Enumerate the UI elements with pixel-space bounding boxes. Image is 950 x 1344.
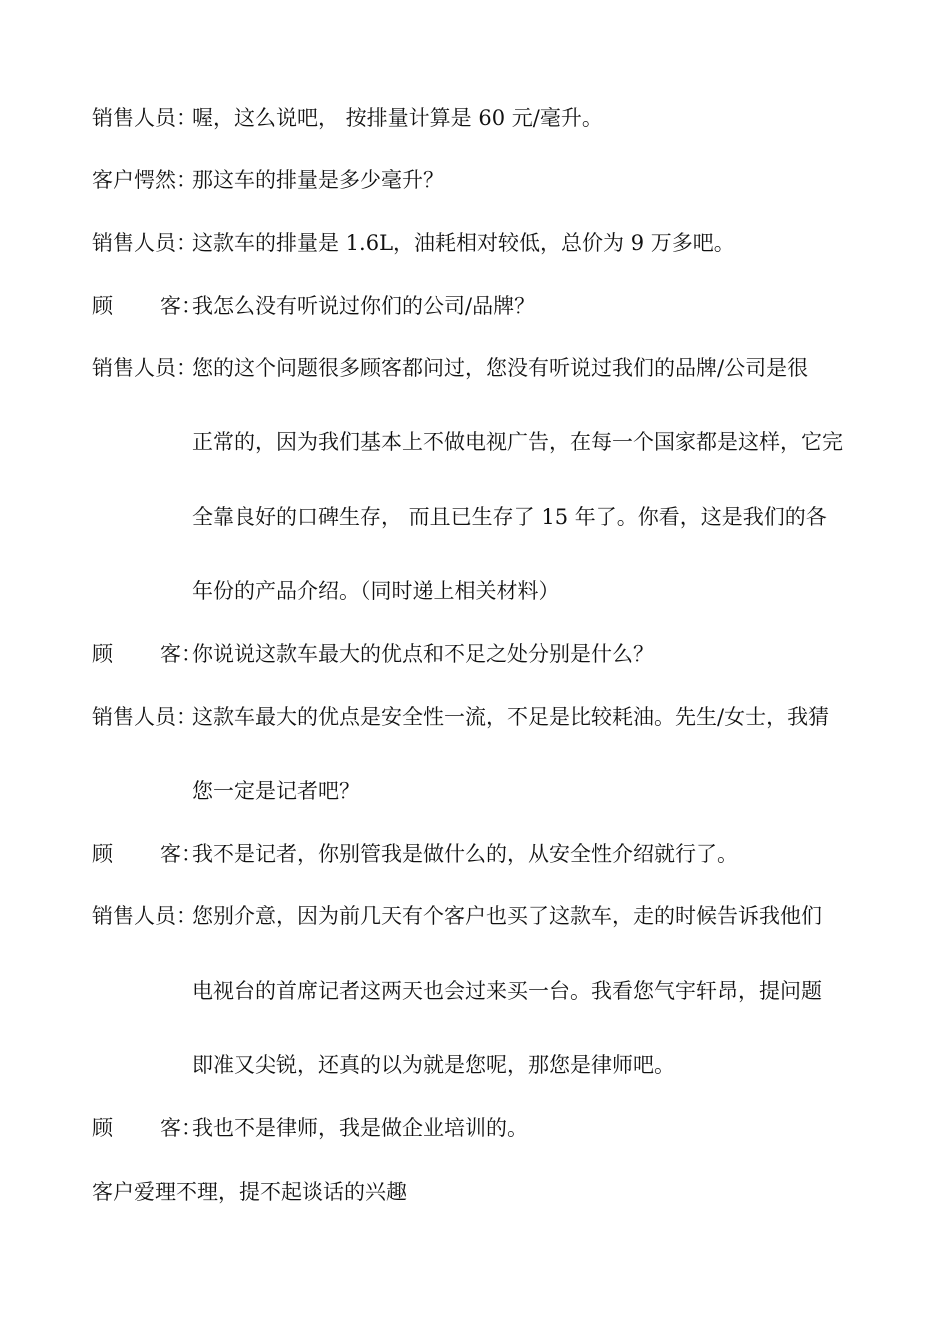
dialogue-text: 我怎么没有听说过你们的公司/品牌？ [192,294,536,318]
speaker-label: 销售人员： [92,705,197,729]
dialogue-line [92,166,444,194]
dialogue-continuation: 正常的，因为我们基本上不做电视广告，在每一个国家都是这样，它完 [192,430,843,454]
speaker-label: 销售人员： [92,106,197,130]
dialogue-line [92,292,535,320]
dialogue-text: 这款车最大的优点是安全性一流，不足是比较耗油。先生/女士，我猜 [192,705,830,729]
dialogue-line [92,703,829,731]
dialogue-continuation: 电视台的首席记者这两天也会过来买一台。我看您气宇轩昂，提问题 [192,979,822,1003]
dialogue-line [92,902,822,930]
dialogue-continuation: 即准又尖锐，还真的以为就是您呢，那您是律师吧。 [192,1053,675,1077]
speaker-label: 顾 客： [92,1116,202,1140]
dialogue-line [92,354,808,382]
speaker-label: 客户愕然： [92,168,197,192]
dialogue-text: 我不是记者，你别管我是做什么的，从安全性介绍就行了。 [192,842,738,866]
dialogue-text: 这款车的排量是 1.6L，油耗相对较低，总价为 9 万多吧。 [192,231,735,255]
dialogue-text: 喔，这么说吧， 按排量计算是 60 元/毫升。 [192,106,603,130]
speaker-label: 顾 客： [92,294,202,318]
speaker-label: 销售人员： [92,904,197,928]
speaker-label: 顾 客： [92,842,202,866]
speaker-label: 销售人员： [92,231,197,255]
speaker-label: 销售人员： [92,356,197,380]
dialogue-text: 那这车的排量是多少毫升？ [192,168,444,192]
speaker-label: 顾 客： [92,642,202,666]
dialogue-text: 你说说这款车最大的优点和不足之处分别是什么？ [192,642,654,666]
dialogue-continuation: 全靠良好的口碑生存， 而且已生存了 15 年了。你看，这是我们的各 [192,505,827,529]
dialogue-continuation: 您一定是记者吧？ [192,779,360,803]
narration-line: 客户爱理不理，提不起谈话的兴趣 [92,1180,407,1204]
dialogue-text: 您的这个问题很多顾客都问过，您没有听说过我们的品牌/公司是很 [192,356,809,380]
dialogue-text: 您别介意，因为前几天有个客户也买了这款车，走的时候告诉我他们 [192,904,822,928]
dialogue-line [92,229,735,257]
dialogue-line [92,840,738,868]
dialogue-line [92,640,654,668]
dialogue-text: 我也不是律师，我是做企业培训的。 [192,1116,528,1140]
dialogue-line [92,104,603,132]
dialogue-continuation: 年份的产品介绍。（同时递上相关材料） [192,579,560,603]
dialogue-line [92,1114,528,1142]
